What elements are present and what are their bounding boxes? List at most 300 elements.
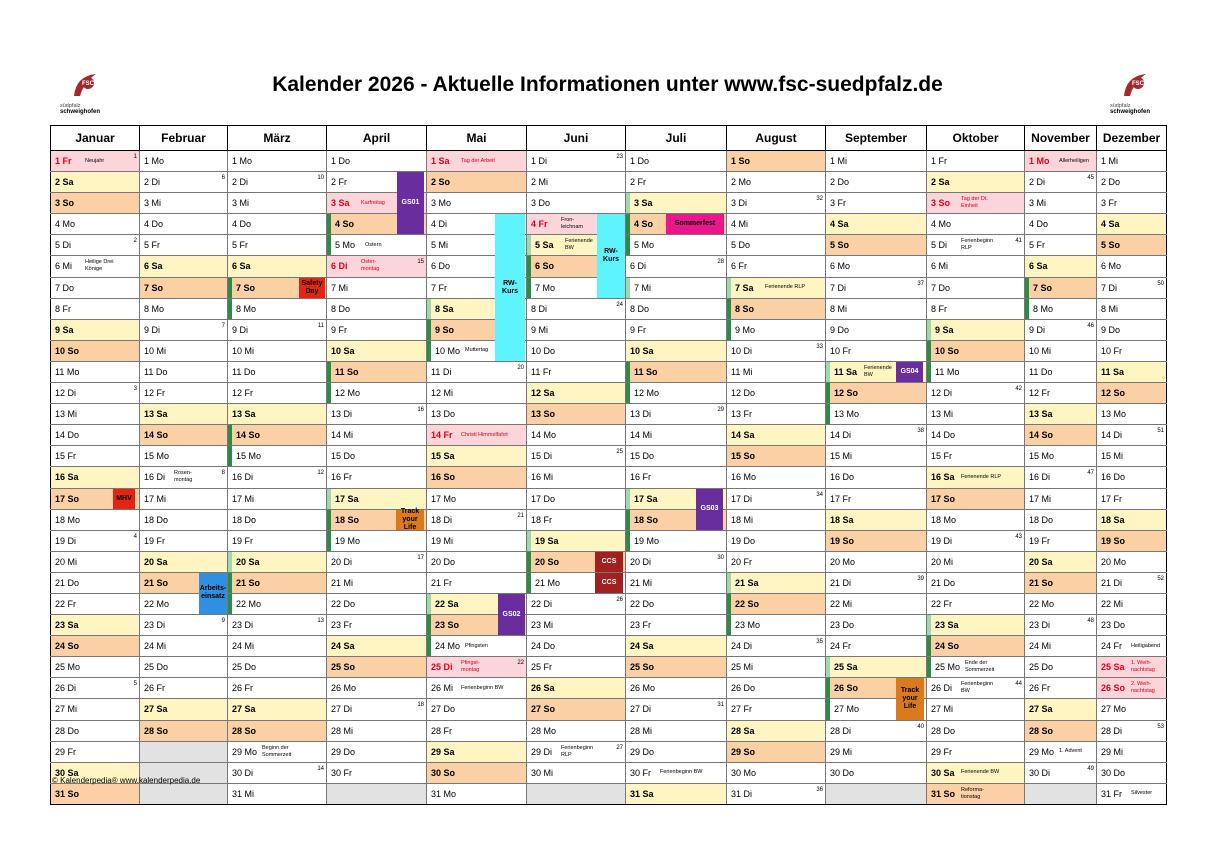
day-number: 9 [1101, 324, 1107, 335]
day-cell [1097, 762, 1167, 783]
day-cell [527, 425, 626, 446]
day-number: 28 [55, 725, 66, 736]
fsc-logo-right [1108, 70, 1164, 122]
day-number: 15 [1101, 451, 1112, 462]
day-number: 14 [236, 430, 247, 441]
day-label [1029, 425, 1053, 445]
day-label [535, 278, 555, 298]
day-number: 26 [232, 683, 243, 694]
day-cell [1097, 593, 1167, 614]
day-number: 10 [935, 345, 946, 356]
day-cell [626, 361, 727, 382]
weekday: So [947, 641, 960, 652]
weekday: Mo [1040, 303, 1054, 314]
day-number: 31 [731, 788, 742, 799]
day-note: Tag der Arbeit [461, 157, 495, 164]
day-label [232, 193, 249, 213]
weekday: Fr [842, 493, 852, 504]
day-cell [51, 530, 140, 551]
day-label [630, 742, 654, 762]
day-label [830, 151, 847, 171]
day-label [531, 594, 552, 614]
day-note: Tag der Dt. Einheit [961, 196, 988, 210]
weekday: Sa [67, 472, 79, 483]
day-cell [327, 615, 427, 636]
day-number: 28 [731, 725, 742, 736]
day-number: 21 [1101, 577, 1112, 588]
day-number: 19 [335, 535, 346, 546]
day-cell [427, 593, 527, 618]
day-note: Ferienende BW [565, 238, 593, 252]
week-number: 26 [616, 596, 623, 603]
day-number: 14 [1101, 430, 1112, 441]
day-note: Heilige Drei Könige [85, 259, 114, 273]
weekday: Fr [343, 620, 353, 631]
school-holiday-bar [427, 636, 431, 656]
weekday: Di [343, 704, 353, 715]
day-number: 3 [55, 198, 61, 209]
week-number: 39 [917, 575, 924, 582]
weekday: Mi [1113, 451, 1124, 462]
weekday: Mi [543, 767, 554, 778]
day-label [1029, 383, 1050, 403]
day-cell [51, 467, 140, 488]
day-label [431, 573, 452, 593]
day-label [630, 151, 649, 171]
weekday: So [947, 345, 960, 356]
day-cell [327, 446, 427, 467]
day-label [431, 425, 453, 445]
day-cell [228, 235, 327, 256]
day-label [431, 151, 450, 171]
day-label [144, 489, 166, 509]
weekday: Do [642, 598, 655, 609]
day-label [232, 510, 256, 530]
day-number: 20 [630, 556, 641, 567]
weekday: So [343, 662, 356, 673]
day-cell [140, 383, 228, 404]
day-number: 28 [232, 725, 243, 736]
logo-line1: südpfalz [60, 103, 81, 109]
month-header: Januar [51, 126, 140, 151]
day-cell [1025, 678, 1097, 699]
weekday: Fr [943, 598, 953, 609]
day-number: 5 [335, 240, 341, 251]
day-number: 10 [232, 345, 243, 356]
weekday: So [67, 788, 80, 799]
day-number: 27 [431, 704, 442, 715]
day-cell [51, 256, 140, 277]
day-number: 4 [144, 219, 150, 230]
day-cell [1025, 383, 1097, 404]
day-label [335, 235, 355, 255]
day-number: 21 [931, 577, 942, 588]
weekday: Mo [846, 409, 860, 420]
school-holiday-marker [826, 657, 830, 677]
day-cell [1025, 151, 1097, 172]
day-cell [626, 615, 727, 636]
day-label [1029, 552, 1053, 572]
day-number: 5 [232, 240, 238, 251]
weekday: Fr [338, 177, 348, 188]
day-cell [1097, 636, 1167, 657]
week-number: 51 [1157, 428, 1164, 435]
day-label [1029, 151, 1050, 171]
day-cell [626, 151, 727, 172]
day-cell [1097, 214, 1167, 235]
weekday: Di [1113, 725, 1123, 736]
day-cell [1097, 530, 1167, 551]
day-number: 2 [630, 177, 636, 188]
day-number: 24 [630, 641, 641, 652]
day-label [931, 151, 947, 171]
weekday: Fr [837, 198, 847, 209]
day-label [55, 699, 77, 719]
day-cell [727, 425, 826, 446]
day-label [1029, 615, 1050, 635]
day-label [731, 489, 752, 509]
day-number: 27 [931, 704, 942, 715]
school-holiday-bar [327, 510, 331, 530]
week-number: 36 [816, 786, 823, 793]
day-number: 1 [531, 156, 537, 166]
day-number: 16 [1101, 472, 1112, 483]
day-label [931, 742, 952, 762]
day-number: 5 [55, 240, 61, 251]
day-label [731, 425, 755, 445]
day-number: 28 [144, 725, 155, 736]
day-number: 17 [531, 493, 542, 504]
event-block: Track your Life [896, 678, 924, 719]
weekday: Do [743, 535, 756, 546]
weekday: Do [338, 156, 351, 166]
day-label [1029, 531, 1050, 551]
weekday: Mi [842, 451, 853, 462]
weekday: Mo [646, 388, 660, 399]
day-cell [1097, 298, 1167, 319]
weekday: So [1113, 683, 1126, 694]
day-cell [826, 551, 927, 572]
weekday: Di [943, 535, 953, 546]
day-number: 25 [531, 662, 542, 673]
day-cell [51, 509, 140, 530]
day-number: 12 [531, 388, 542, 399]
day-cell [626, 593, 727, 614]
week-number: 8 [221, 470, 225, 477]
day-label [1029, 341, 1051, 361]
day-cell [228, 277, 327, 298]
day-number: 25 [731, 662, 742, 673]
day-label [634, 531, 659, 551]
day-cell [527, 741, 626, 762]
day-number: 8 [830, 303, 836, 314]
weekday: Sa [1041, 704, 1053, 715]
day-label [431, 172, 450, 192]
day-label [630, 784, 654, 804]
day-number: 5 [1029, 240, 1035, 251]
day-label [531, 657, 552, 677]
event-block: GS03 [696, 489, 723, 530]
day-cell [727, 298, 826, 319]
weekday: Sa [742, 282, 754, 293]
day-cell [51, 551, 140, 572]
day-label [1101, 699, 1126, 719]
weekday: So [443, 472, 456, 483]
day-cell [140, 319, 228, 340]
weekday: Sa [846, 366, 858, 377]
weekday: Do [738, 240, 751, 251]
day-cell [527, 319, 626, 340]
day-number: 12 [335, 388, 346, 399]
weekday: Mo [244, 746, 258, 757]
day-cell [826, 340, 927, 361]
day-note: Heiligabend [1131, 642, 1161, 649]
weekday: Sa [747, 577, 759, 588]
day-cell [826, 593, 927, 614]
day-cell [927, 678, 1025, 699]
day-number: 6 [731, 261, 737, 272]
weekday: Mo [343, 683, 357, 694]
day-number: 17 [1101, 493, 1112, 504]
day-number: 12 [834, 388, 845, 399]
week-number: 20 [517, 364, 524, 371]
day-cell [140, 235, 228, 256]
weekday: Mi [938, 261, 949, 272]
day-cell [51, 593, 140, 614]
day-cell [327, 657, 427, 678]
day-cell [51, 151, 140, 172]
weekday: Mo [946, 366, 960, 377]
day-note: 1. Weih- nachtstag [1131, 660, 1155, 674]
week-number: 33 [816, 343, 823, 350]
day-number: 17 [431, 493, 442, 504]
week-number: 47 [1087, 470, 1094, 477]
day-cell [527, 151, 626, 172]
day-cell [1097, 572, 1167, 593]
empty-cell [327, 783, 427, 804]
day-number: 24 [1029, 641, 1040, 652]
day-number: 28 [630, 725, 641, 736]
day-number: 2 [731, 177, 737, 188]
weekday: Sa [942, 324, 954, 335]
day-number: 18 [1101, 514, 1112, 525]
day-cell [727, 404, 826, 425]
weekday: So [1041, 577, 1054, 588]
weekday: Sa [244, 704, 256, 715]
day-number: 30 [830, 767, 841, 778]
event-block: RW- Kurs [495, 214, 525, 361]
day-number: 4 [55, 219, 61, 230]
day-label [830, 425, 851, 445]
day-number: 5 [431, 240, 437, 251]
day-number: 18 [232, 514, 243, 525]
day-label [431, 362, 451, 382]
day-label [1101, 784, 1122, 804]
weekday: Sa [642, 641, 654, 652]
day-cell [327, 551, 427, 572]
day-number: 12 [1029, 388, 1040, 399]
day-number: 13 [55, 409, 66, 420]
day-label [830, 531, 854, 551]
day-number: 25 [935, 662, 946, 673]
weekday: Mo [641, 240, 655, 251]
weekday: Di [239, 324, 249, 335]
day-number: 14 [630, 430, 641, 441]
day-number: 8 [331, 303, 337, 314]
weekday: Sa [248, 556, 260, 567]
weekday: Mi [67, 409, 78, 420]
day-label [531, 615, 553, 635]
weekday: Fr [642, 620, 652, 631]
day-label [531, 699, 555, 719]
day-number: 2 [232, 177, 238, 188]
day-label [431, 193, 451, 213]
day-number: 11 [834, 366, 844, 377]
day-cell [527, 509, 626, 530]
day-cell [51, 193, 140, 214]
day-cell [1025, 572, 1097, 593]
day-cell [727, 509, 826, 530]
event-block: Sommerfest [666, 214, 724, 234]
day-note: Neujahr [85, 157, 105, 164]
day-label [531, 214, 548, 234]
day-label [1101, 552, 1126, 572]
day-cell [1025, 699, 1097, 720]
day-label [830, 552, 855, 572]
day-cell [228, 762, 327, 783]
day-label [435, 615, 459, 635]
week-number: 11 [317, 322, 324, 329]
day-number: 7 [735, 282, 741, 293]
day-number: 26 [834, 683, 845, 694]
day-cell [140, 699, 228, 720]
day-number: 23 [232, 620, 243, 631]
weekday: Mo [742, 324, 756, 335]
day-number: 25 [834, 662, 845, 673]
day-cell [727, 615, 826, 636]
weekday: Mi [743, 662, 754, 673]
day-number: 29 [731, 746, 742, 757]
day-cell [427, 172, 527, 193]
day-cell [140, 720, 228, 741]
weekday: Do [642, 746, 655, 757]
weekday: Mo [1041, 746, 1055, 757]
day-number: 14 [1029, 430, 1040, 441]
day-number: 22 [331, 598, 342, 609]
day-label [144, 425, 168, 445]
day-label [431, 214, 447, 234]
day-label [55, 467, 79, 487]
day-number: 7 [236, 282, 242, 293]
day-cell [1025, 593, 1097, 614]
day-cell [727, 741, 826, 762]
day-cell [327, 404, 427, 425]
day-number: 20 [331, 556, 342, 567]
day-cell [140, 657, 228, 678]
day-number: 11 [55, 366, 65, 377]
day-number: 28 [1029, 725, 1040, 736]
day-number: 17 [335, 493, 346, 504]
day-number: 13 [331, 409, 342, 420]
day-cell [51, 172, 140, 193]
day-label [435, 594, 459, 614]
weekday: So [1113, 535, 1126, 546]
weekday: Fr [443, 577, 453, 588]
day-number: 4 [931, 219, 937, 230]
day-cell [727, 530, 826, 551]
day-cell [228, 551, 327, 572]
day-number: 21 [830, 577, 841, 588]
weekday: Do [938, 282, 951, 293]
day-number: 11 [935, 366, 945, 377]
week-number: 18 [417, 702, 424, 709]
day-number: 14 [431, 430, 442, 441]
day-number: 27 [834, 704, 845, 715]
day-note: Pfingst- montag [461, 660, 480, 674]
day-number: 26 [1029, 683, 1040, 694]
day-label [1029, 510, 1053, 530]
day-cell [51, 446, 140, 467]
day-label [731, 362, 752, 382]
weekday: So [62, 198, 75, 209]
weekday: Do [1113, 620, 1126, 631]
day-cell [51, 214, 140, 235]
weekday: Di [67, 388, 77, 399]
day-label [531, 742, 552, 762]
weekday: Fr [543, 514, 553, 525]
day-cell [727, 256, 826, 277]
school-holiday-marker [727, 278, 731, 298]
weekday: Sa [543, 683, 555, 694]
week-number: 12 [317, 470, 324, 477]
day-label [232, 763, 253, 783]
day-cell [1097, 193, 1167, 214]
weekday: Di [842, 430, 852, 441]
day-cell [1025, 657, 1097, 678]
week-number: 42 [1015, 386, 1022, 393]
day-cell [527, 298, 626, 319]
day-number: 30 [232, 767, 243, 778]
day-label [331, 446, 355, 466]
day-number: 24 [144, 641, 155, 652]
weekday: Mi [1108, 156, 1119, 166]
day-label [931, 552, 953, 572]
day-number: 20 [55, 556, 66, 567]
day-label [935, 320, 954, 340]
weekday: Mi [156, 641, 167, 652]
day-number: 14 [331, 430, 342, 441]
day-number: 13 [531, 409, 542, 420]
day-label [1101, 404, 1126, 424]
school-holiday-marker [626, 489, 630, 509]
school-holiday-marker [826, 362, 830, 382]
day-cell [727, 657, 826, 678]
day-number: 21 [144, 577, 155, 588]
week-number: 17 [417, 554, 424, 561]
weekday: Do [62, 282, 75, 293]
day-number: 24 [232, 641, 243, 652]
day-label [1029, 235, 1045, 255]
day-label [55, 636, 79, 656]
day-number: 5 [931, 240, 937, 251]
day-number: 9 [144, 324, 150, 335]
day-number: 12 [431, 388, 442, 399]
weekday: Sa [543, 388, 555, 399]
day-cell [1097, 783, 1167, 804]
day-number: 30 [630, 767, 641, 778]
month-header: August [727, 126, 826, 151]
day-number: 22 [1029, 598, 1040, 609]
